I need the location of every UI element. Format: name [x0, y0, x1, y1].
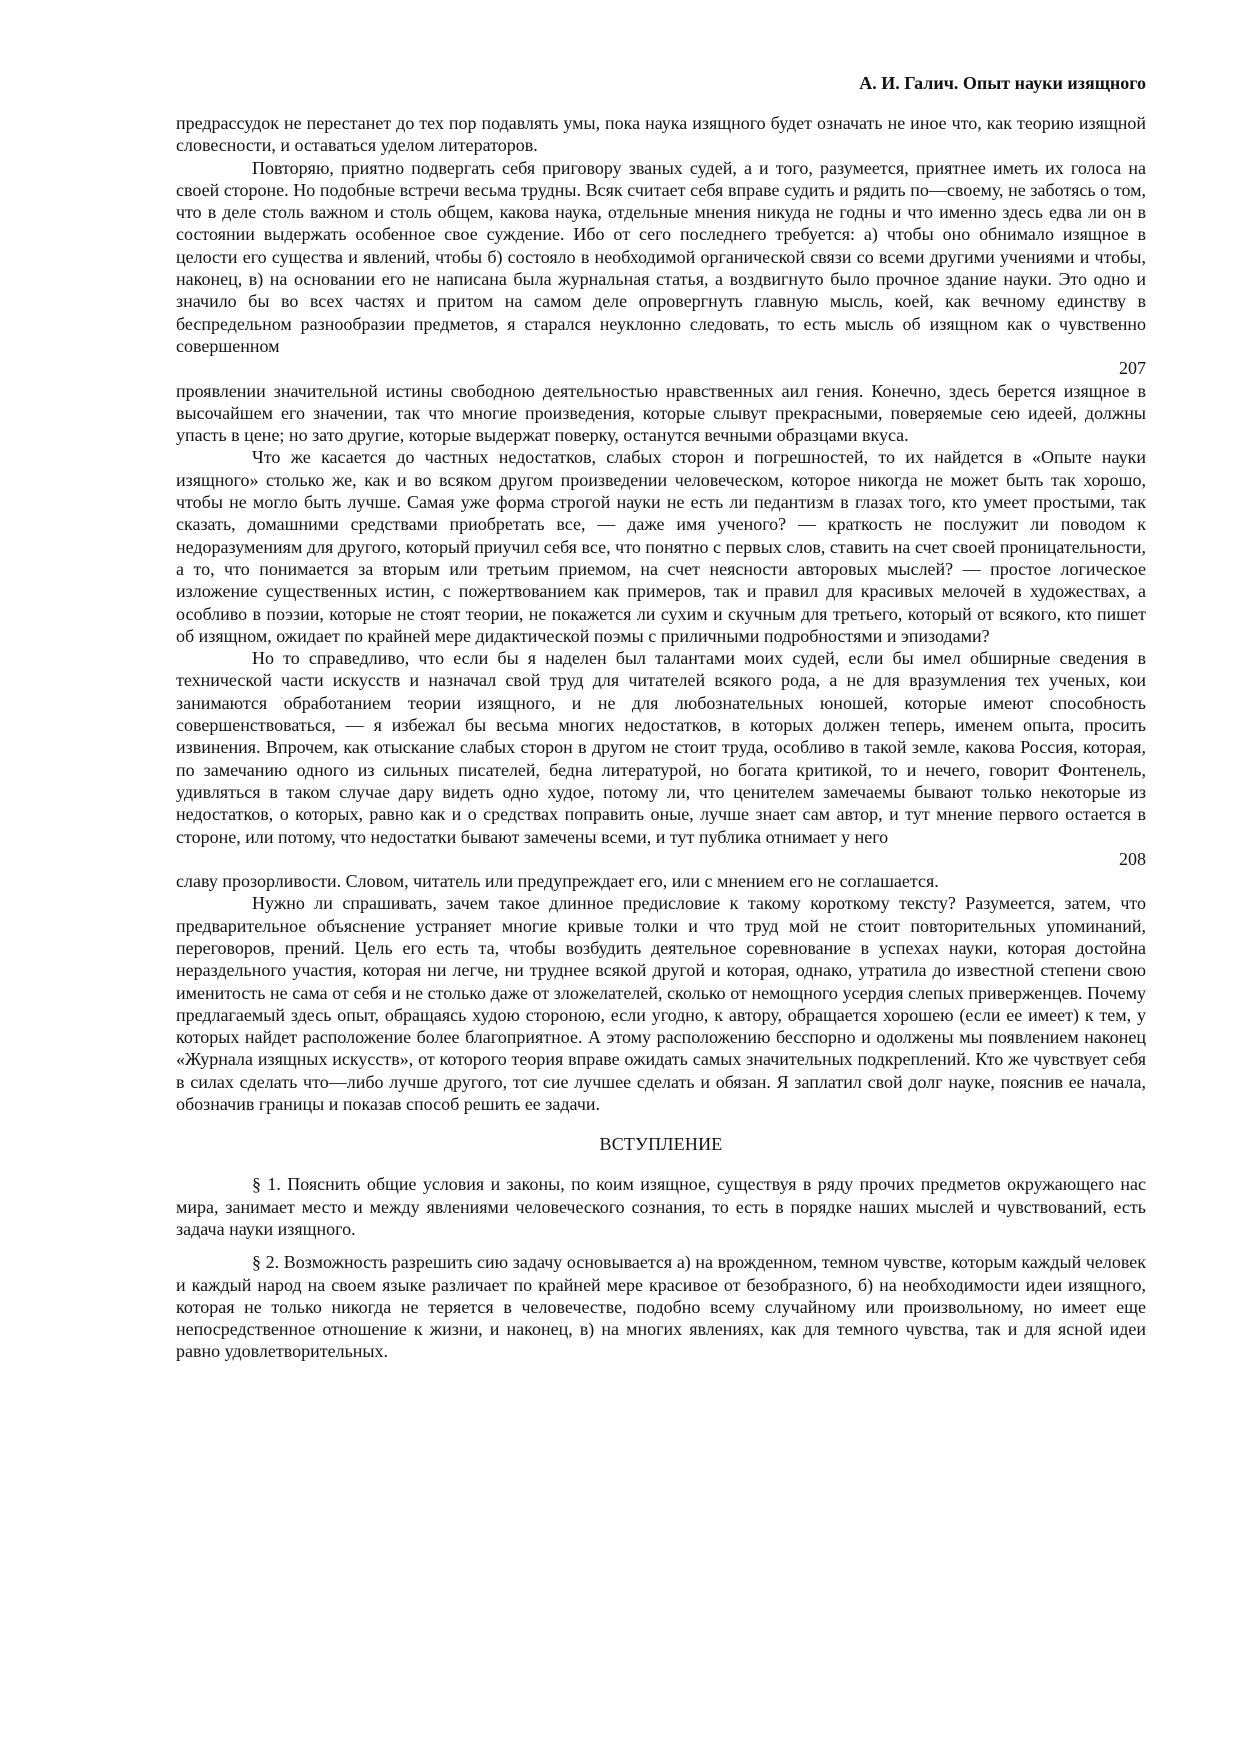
document-page: [176, 72, 1146, 1363]
running-header: А. И. Галич. Опыт науки изящного: [859, 73, 1146, 93]
page-number: 207: [1119, 358, 1146, 379]
paragraph-continuation: славу прозорливости. Словом, читатель или предупреждает его, или с мнением его не соглашается.: [176, 871, 939, 892]
section-title: ВСТУПЛЕНИЕ: [599, 1134, 723, 1155]
paragraph-continuation: проявлении значительной истины свободною деятельностью нравственных аил гения. Конечно, здесь берется изящное в высочайшем его значении, так что многие произведения, которые слывут прекрасными, поверяемые сею идеей, должны упасть в цене; но зато другие, которые выдержат поверку, останутся вечными образцами вкуса.: [176, 380, 1146, 446]
paragraph: Что же касается до частных недостатков, слабых сторон и погрешностей, то их найдется в «Опыте науки изящного» столько же, как и во всяком другом произведении человеческом, которое никогда не может быть так хорошо, чтобы не могло быть лучше. Самая уже форма строгой науки не есть ли педантизм в глазах того, кто умеет простыми, так сказать, домашними средствами приобретать все, — даже имя ученого? — краткость не послужит ли поводом к недоразумениям для другого, который приучил себя все, что понятно с первых слов, ставить на счет своей проницательности, а то, что понимается за вторым или третьим приемом, на счет неясности авторовых мыслей? — простое логическое изложение существенных истин, с пожертвованием как примеров, так и правил для красивых мелочей в художествах, а особливо в поэзии, которые не стоят теории, не покажется ли сухим и скучным для третьего, который от всякого, кто пишет об изящном, ожидает по крайней мере дидактической поэмы с приличными подробностями и эпизодами?: [176, 447, 1146, 646]
section-paragraph: § 2. Возможность разрешить сию задачу основывается а) на врожденном, темном чувстве, которым каждый человек и каждый народ на своем языке различает по крайней мере красивое от безобразного, б) на необходимости идеи изящного, которая не только никогда не теряется в человечестве, подобно всему случайному или произвольному, но имеет еще непосредственное отношение к жизни, и наконец, в) на многих явлениях, как для темного чувства, так и для ясной идеи равно удовлетворительных.: [176, 1252, 1146, 1362]
section-paragraph: § 1. Пояснить общие условия и законы, по коим изящное, существуя в ряду прочих предметов окружающего нас мира, занимает место и между явлениями человеческого сознания, то есть в порядке наших мыслей и чувствований, есть задача науки изящного.: [176, 1174, 1146, 1239]
paragraph-continuation: предрассудок не перестанет до тех пор подавлять умы, пока наука изящного будет означать не иное что, как теорию изящной словесности, и оставаться уделом литераторов.: [176, 113, 1146, 156]
paragraph: Нужно ли спрашивать, зачем такое длинное предисловие к такому короткому тексту? Разумеется, затем, что предварительное объяснение устраняет многие кривые толки и что труд мой не стоит повторительных упоминаний, переговоров, прений. Цель его есть та, чтобы возбудить деятельное соревнование в успехах науки, которая достойна нераздельного участия, которая ни легче, ни труднее всякой другой и которая, однако, утратила до известной степени свою именитость не сама от себя и не столько даже от злoжелателей, сколько от немощного усердия слепых приверженцев. Почему предлагаемый здесь опыт, обращаясь худою стороною, если угодно, к автору, обращается хорошею (если ее имеет) к тем, у которых найдет расположение более благоприятное. А этому расположению бесспорно и одолжены мы появлением наконец «Журнала изящных искусств», от которого теория вправе ожидать самых значительных подкреплений. Кто же чувствует себя в силах сделать что—либо лучше другого, тот сие лучшее сделать и обязан. Я заплатил свой долг науке, пояснив ее начала, обозначив границы и показав способ решить ее задачи.: [176, 893, 1146, 1115]
paragraph: Повторяю, приятно подвергать себя приговору званых судей, а и того, разумеется, приятнее иметь их голоса на своей стороне. Но подобные встречи весьма трудны. Всяк считает себя вправе судить и рядить по—своему, не заботясь о том, что в деле столь важном и столь общем, какова наука, отдельные мнения никуда не годны и что именно здесь едва ли он в состоянии выдержать особенное свое суждение. Ибо от сего последнего требуется: а) чтобы оно обнимало изящное в целости его существа и явлений, чтобы б) состояло в необходимой органической связи со всеми другими учениями и чтобы, наконец, в) на основании его не написана была журнальная статья, а воздвигнуто было прочное здание науки. Это одно и значило бы во всех частях и притом на самом деле опровергнуть главную мысль, коей, как вечному единству в беспредельном разнообразии предметов, я старался неуклонно следовать, то есть мысль об изящном как о чувственно совершенном: [176, 157, 1146, 356]
paragraph: Но то справедливо, что если бы я наделен был талантами моих судей, если бы имел обширные сведения в технической части искусств и назначал свой труд для читателей всякого рода, а не для вразумления тех ученых, кои занимаются обработанием теории изящного, и не для любознательных юношей, которые имеют способность совершенствоваться, — я избежал бы весьма многих недостатков, в которых должен теперь, именем опыта, просить извинения. Впрочем, как отыскание слабых сторон в другом не стоит труда, особливо в такой земле, какова Россия, которая, по замечанию одного из сильных писателей, бедна литературой, но богата критикой, то и нечего, говорит Фонтенель, удивляться в таком случае дару видеть одно худое, потому ли, что ценителем замечаемы бывают только некоторые из недостатков, о которых, равно как и о средствах поправить оные, лучше знает сам автор, и тут мнение первого остается в стороне, или потому, что недостатки бывают замечены всеми, и тут публика отнимает у него: [176, 648, 1146, 847]
page-number: 208: [1119, 848, 1146, 869]
